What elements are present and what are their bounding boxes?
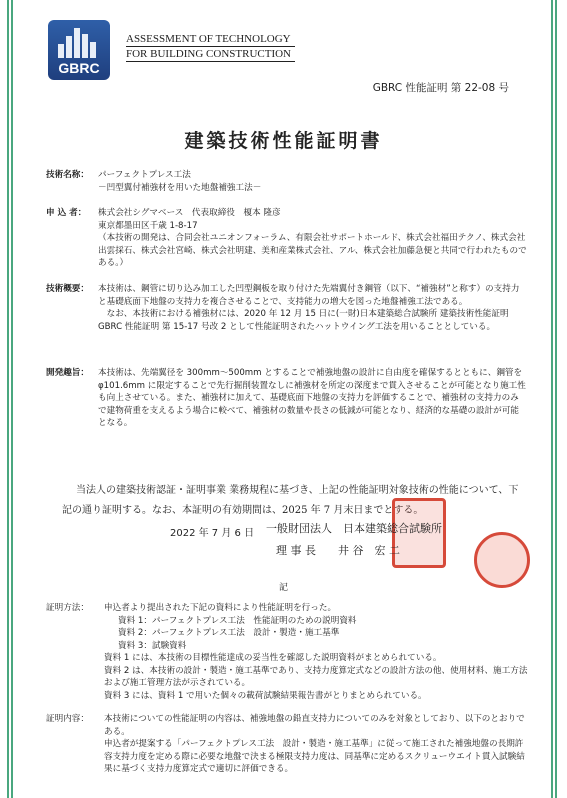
- tech-name-label: 技術名称：: [46, 170, 89, 180]
- applicant-section: [46, 207, 527, 270]
- content-p1: 本技術についての性能証明の内容は、補強地盤の鉛直支持力についてのみを対象としており、以下のとおりである。: [104, 714, 525, 737]
- material-item: 資料 2：パーフェクトプレス工法 設計・製造・施工基準: [118, 628, 340, 638]
- org-line2: FOR BUILDING CONSTRUCTION: [126, 47, 295, 62]
- applicant-line1: 株式会社シグマベース 代表取締役 榎本 隆彦: [98, 208, 281, 218]
- content-label: 証明内容：: [46, 714, 89, 724]
- logo-text: GBRC: [58, 60, 100, 76]
- purpose-section: [46, 367, 527, 430]
- applicant-line3: （本技術の開発は、合同会社ユニオンフォーラム、有限会社サポートホールド、株式会社福田テクノ、株式会社出雲採石、株式会社宮崎、株式会社明建、美和産業株式会社、アル、株式会社加藤急便と共同で行われたものである。）: [98, 233, 527, 268]
- organization-name: [126, 32, 295, 62]
- issuer: [266, 518, 442, 562]
- left-border: [7, 0, 16, 798]
- tech-name-line2: －凹型翼付補強材を用いた地盤補強工法－: [98, 182, 262, 193]
- overview-section: [46, 283, 527, 333]
- applicant-label: 申 込 者：: [46, 208, 87, 218]
- certification-statement: 当法人の建築技術認証・証明事業 業務規程に基づき、上記の性能証明対象技術の性能について、下記の通り証明する。なお、本証明の有効期間は、2025 年 7 月末日までとする。: [62, 485, 519, 516]
- applicant-line2: 東京都墨田区千歳 1-8-17: [98, 220, 198, 231]
- issuer-org: 一般財団法人 日本建築総合試験所: [266, 522, 442, 535]
- tech-name-section: [46, 169, 527, 194]
- purpose-label: 開発趣旨：: [46, 368, 89, 378]
- issuer-president: 理 事 長 井 谷 宏 二: [276, 544, 400, 557]
- document-title: 建築技術性能証明書: [184, 130, 383, 152]
- method-section: [46, 602, 531, 702]
- purpose-text: 本技術は、先端翼径を 300mm～500mm とすることで補強地盤の設計に自由度を確保するとともに、鋼管を φ101.6mm に限定することで先行掘削装置なしに補強材を所定の深度まで貫入させることが可能となり施工性も向上させている。また、補強材に加えて、基礎底面下地盤の支持力を評価することで、補強材の支持力のみで建物荷重を支えるよう場合に較べて、補強材の数量や長さの低減が可能となり、経済的な基礎の設計が可能となる。: [98, 368, 526, 428]
- overview-label: 技術概要：: [46, 284, 89, 294]
- ki-mark: 記: [278, 583, 288, 593]
- method-note3: 資料 3 には、資料 1 で用いた個々の載荷試験結果報告書がとりまとめられている。: [104, 690, 427, 701]
- tech-name-line1: パーフェクトプレス工法: [98, 170, 191, 180]
- org-line1: ASSESSMENT OF TECHNOLOGY: [126, 32, 295, 47]
- right-border: [551, 0, 560, 798]
- method-note2: 資料 2 は、本技術の設計・製造・施工基準であり、支持力度算定式などの設計方法の他、使用材料、施工方法および施工管理方法が示されている。: [104, 665, 528, 688]
- method-label: 証明方法：: [46, 603, 89, 613]
- certificate-number: GBRC 性能証明 第 22-08 号: [372, 82, 509, 94]
- material-item: 資料 3：試験資料: [118, 640, 187, 651]
- method-note1: 資料 1 には、本技術の目標性能達成の妥当性を確認した説明資料がまとめられている。: [104, 653, 442, 663]
- overview-p1: 本技術は、鋼管に切り込み加工した凹型鋼板を取り付けた先端翼付き鋼管（以下、“補強材”と称す）の支持力と基礎底面下地盤の支持力を複合させることで、支持能力の増大を図った地盤補強工法である。: [98, 284, 520, 307]
- gbrc-logo: [48, 20, 110, 80]
- method-intro: 申込者より提出された下記の資料により性能証明を行った。: [104, 603, 337, 613]
- material-item: 資料 1：パーフェクトプレス工法 性能証明のための説明資料: [118, 615, 357, 626]
- content-p2: 申込者が提案する「パーフェクトプレス工法 設計・製造・施工基準」に従って施工された補強地盤の長期許容支持力度を定める際に必要な地盤で決まる極限支持力度は、同基準に定めるスクリューウエイト貫入試験結果に基づく支持力度算定式で適切に評価できる。: [104, 739, 525, 774]
- content-section: [46, 713, 531, 776]
- issue-date: 2022 年 7 月 6 日: [170, 528, 255, 539]
- overview-p2: なお、本技術における補強材には、2020 年 12 月 15 日に(一財)日本建築総合試験所 建築技術性能証明 GBRC 性能証明 第 15-17 号改 2 として性能証明されたハットウイング工法を用いることとしている。: [98, 309, 509, 332]
